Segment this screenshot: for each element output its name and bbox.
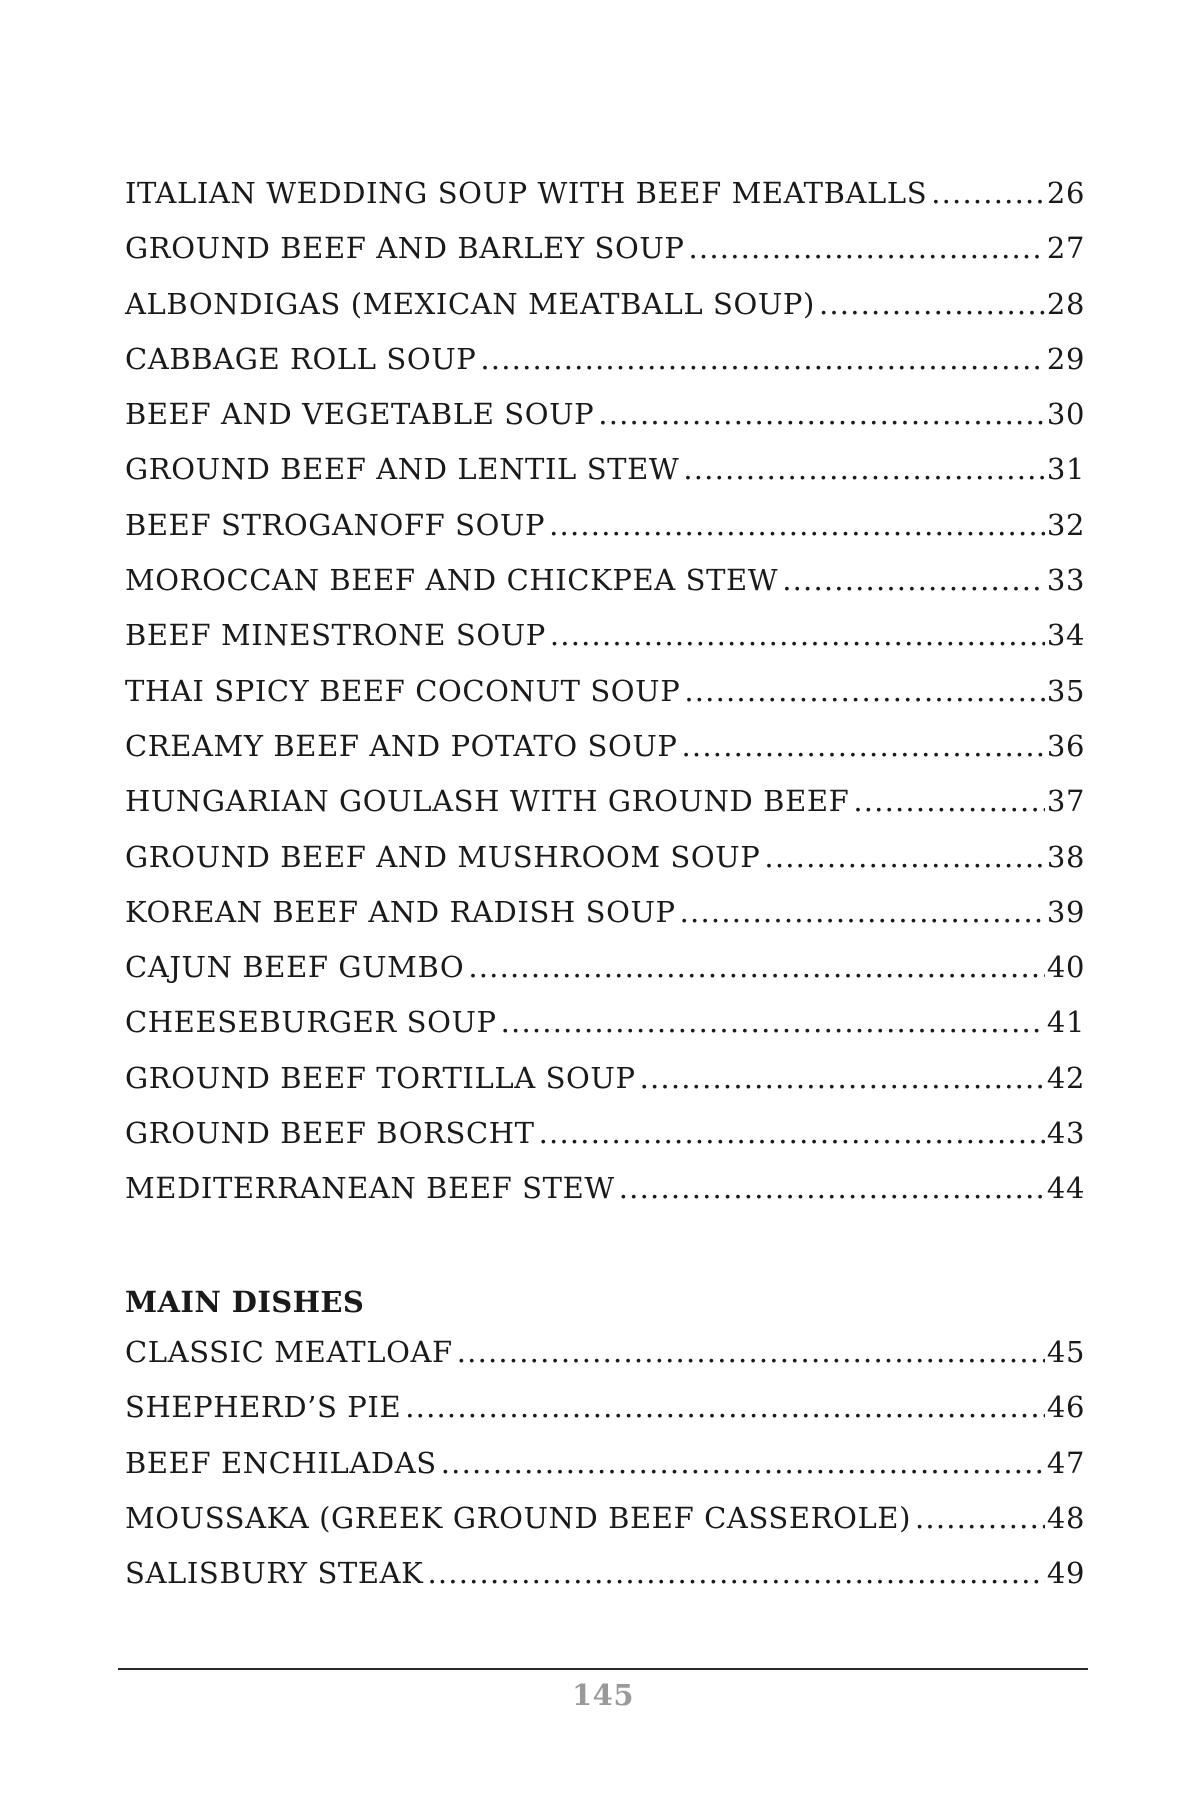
toc-entry-title: BEEF MINESTRONE SOUP: [125, 618, 546, 653]
toc-entry-title: HUNGARIAN GOULASH WITH GROUND BEEF: [125, 784, 850, 819]
toc-entry-title: GROUND BEEF AND BARLEY SOUP: [125, 231, 685, 266]
dot-leader: [480, 342, 1045, 376]
toc-entry[interactable]: [125, 176, 1085, 231]
toc-entry[interactable]: [125, 618, 1085, 673]
toc-entry-title: CLASSIC MEATLOAF: [125, 1335, 453, 1369]
toc-entry-page: 37: [1046, 784, 1085, 819]
toc-entry-page: 45: [1046, 1335, 1085, 1369]
section-heading-main-dishes: MAIN DISHES: [125, 1285, 365, 1319]
toc-entry[interactable]: [125, 287, 1085, 342]
toc-entry[interactable]: [125, 1556, 1085, 1611]
toc-entry-title: CREAMY BEEF AND POTATO SOUP: [125, 728, 678, 763]
toc-entry-title: MEDITERRANEAN BEEF STEW: [125, 1171, 615, 1206]
dot-leader: [915, 1501, 1045, 1535]
toc-entry-page: 41: [1046, 1005, 1085, 1040]
toc-entry[interactable]: [125, 729, 1085, 784]
toc-entry[interactable]: [125, 1005, 1085, 1060]
toc-entry-title: MOUSSAKA (GREEK GROUND BEEF CASSEROLE): [125, 1500, 911, 1535]
toc-entry-title: GROUND BEEF BORSCHT: [125, 1116, 535, 1151]
page-number: 145: [571, 1678, 635, 1712]
toc-entry-page: 44: [1046, 1171, 1085, 1206]
toc-entry-title: GROUND BEEF TORTILLA SOUP: [125, 1060, 636, 1095]
toc-entry-title: KOREAN BEEF AND RADISH SOUP: [125, 894, 676, 929]
dot-leader: [683, 452, 1045, 486]
toc-entry[interactable]: [125, 1390, 1085, 1445]
dot-leader: [782, 563, 1045, 597]
toc-entry-title: ITALIAN WEDDING SOUP WITH BEEF MEATBALLS: [125, 176, 928, 210]
footer-rule: [118, 1668, 1088, 1670]
toc-entry-title: MOROCCAN BEEF AND CHICKPEA STEW: [125, 563, 779, 598]
toc-entry[interactable]: [125, 563, 1085, 618]
toc-entry-title: GROUND BEEF AND LENTIL STEW: [125, 452, 680, 487]
toc-entry[interactable]: [125, 840, 1085, 895]
dot-leader: [680, 895, 1045, 929]
toc-entry-page: 32: [1046, 507, 1085, 542]
toc-entry-page: 29: [1046, 341, 1085, 376]
dot-leader: [853, 784, 1045, 818]
toc-entry[interactable]: [125, 1061, 1085, 1116]
toc-entry-page: 33: [1046, 563, 1085, 598]
toc-main-dishes-list: [125, 1335, 1085, 1611]
toc-entry-page: 38: [1046, 839, 1085, 874]
toc-entry-title: GROUND BEEF AND MUSHROOM SOUP: [125, 839, 761, 874]
toc-entry-title: SALISBURY STEAK: [125, 1556, 424, 1591]
toc-entry[interactable]: [125, 674, 1085, 729]
toc-entry-title: BEEF STROGANOFF SOUP: [125, 507, 546, 542]
toc-entry-page: 48: [1046, 1500, 1085, 1535]
toc-entry[interactable]: [125, 1335, 1085, 1390]
toc-entry-page: 40: [1046, 950, 1085, 985]
toc-entry-title: CAJUN BEEF GUMBO: [125, 950, 465, 985]
toc-entry-page: 31: [1046, 452, 1085, 487]
dot-leader: [640, 1061, 1045, 1095]
toc-entry[interactable]: [125, 397, 1085, 452]
dot-leader: [598, 397, 1045, 431]
toc-entry-title: SHEPHERD’S PIE: [125, 1390, 402, 1425]
toc-entry-page: 30: [1046, 397, 1085, 432]
dot-leader: [468, 950, 1045, 984]
toc-entry-title: THAI SPICY BEEF COCONUT SOUP: [125, 673, 681, 708]
toc-entry-title: BEEF ENCHILADAS: [125, 1445, 437, 1480]
toc-entry[interactable]: [125, 1116, 1085, 1171]
toc-entry-page: 27: [1046, 231, 1085, 266]
toc-entry-page: 47: [1046, 1445, 1085, 1480]
dot-leader: [441, 1446, 1045, 1480]
toc-entry-page: 34: [1046, 618, 1085, 653]
dot-leader: [764, 840, 1044, 874]
toc-entry-page: 35: [1046, 673, 1085, 708]
dot-leader: [457, 1335, 1045, 1369]
dot-leader: [549, 508, 1045, 542]
toc-entry[interactable]: [125, 950, 1085, 1005]
toc-entry[interactable]: [125, 508, 1085, 563]
toc-entry-page: 26: [1046, 176, 1085, 210]
toc-entry-title: CHEESEBURGER SOUP: [125, 1005, 497, 1040]
dot-leader: [684, 674, 1045, 708]
toc-entry-page: 36: [1046, 728, 1085, 763]
toc-entry[interactable]: [125, 452, 1085, 507]
dot-leader: [931, 176, 1045, 210]
toc-entry-title: BEEF AND VEGETABLE SOUP: [125, 397, 595, 432]
toc-entry-page: 49: [1046, 1556, 1085, 1591]
dot-leader: [501, 1005, 1045, 1039]
toc-entry-page: 46: [1046, 1390, 1085, 1425]
toc-entry-page: 42: [1046, 1060, 1085, 1095]
toc-entry[interactable]: [125, 895, 1085, 950]
dot-leader: [405, 1390, 1045, 1424]
dot-leader: [819, 287, 1045, 321]
toc-entry[interactable]: [125, 1171, 1085, 1226]
toc-entry[interactable]: [125, 1501, 1085, 1556]
toc-entry-title: CABBAGE ROLL SOUP: [125, 341, 477, 376]
dot-leader: [619, 1171, 1045, 1205]
toc-entry-page: 43: [1046, 1116, 1085, 1151]
toc-entry[interactable]: [125, 342, 1085, 397]
toc-entry[interactable]: [125, 784, 1085, 839]
dot-leader: [689, 231, 1045, 265]
dot-leader: [539, 1116, 1045, 1150]
toc-entry-page: 39: [1046, 894, 1085, 929]
dot-leader: [682, 729, 1045, 763]
toc-entry[interactable]: [125, 1446, 1085, 1501]
toc-entry-title: ALBONDIGAS (MEXICAN MEATBALL SOUP): [125, 286, 815, 321]
dot-leader: [550, 618, 1045, 652]
toc-entry-page: 28: [1046, 286, 1085, 321]
toc-soups-list: [125, 176, 1085, 1227]
toc-entry[interactable]: [125, 231, 1085, 286]
dot-leader: [427, 1556, 1044, 1590]
